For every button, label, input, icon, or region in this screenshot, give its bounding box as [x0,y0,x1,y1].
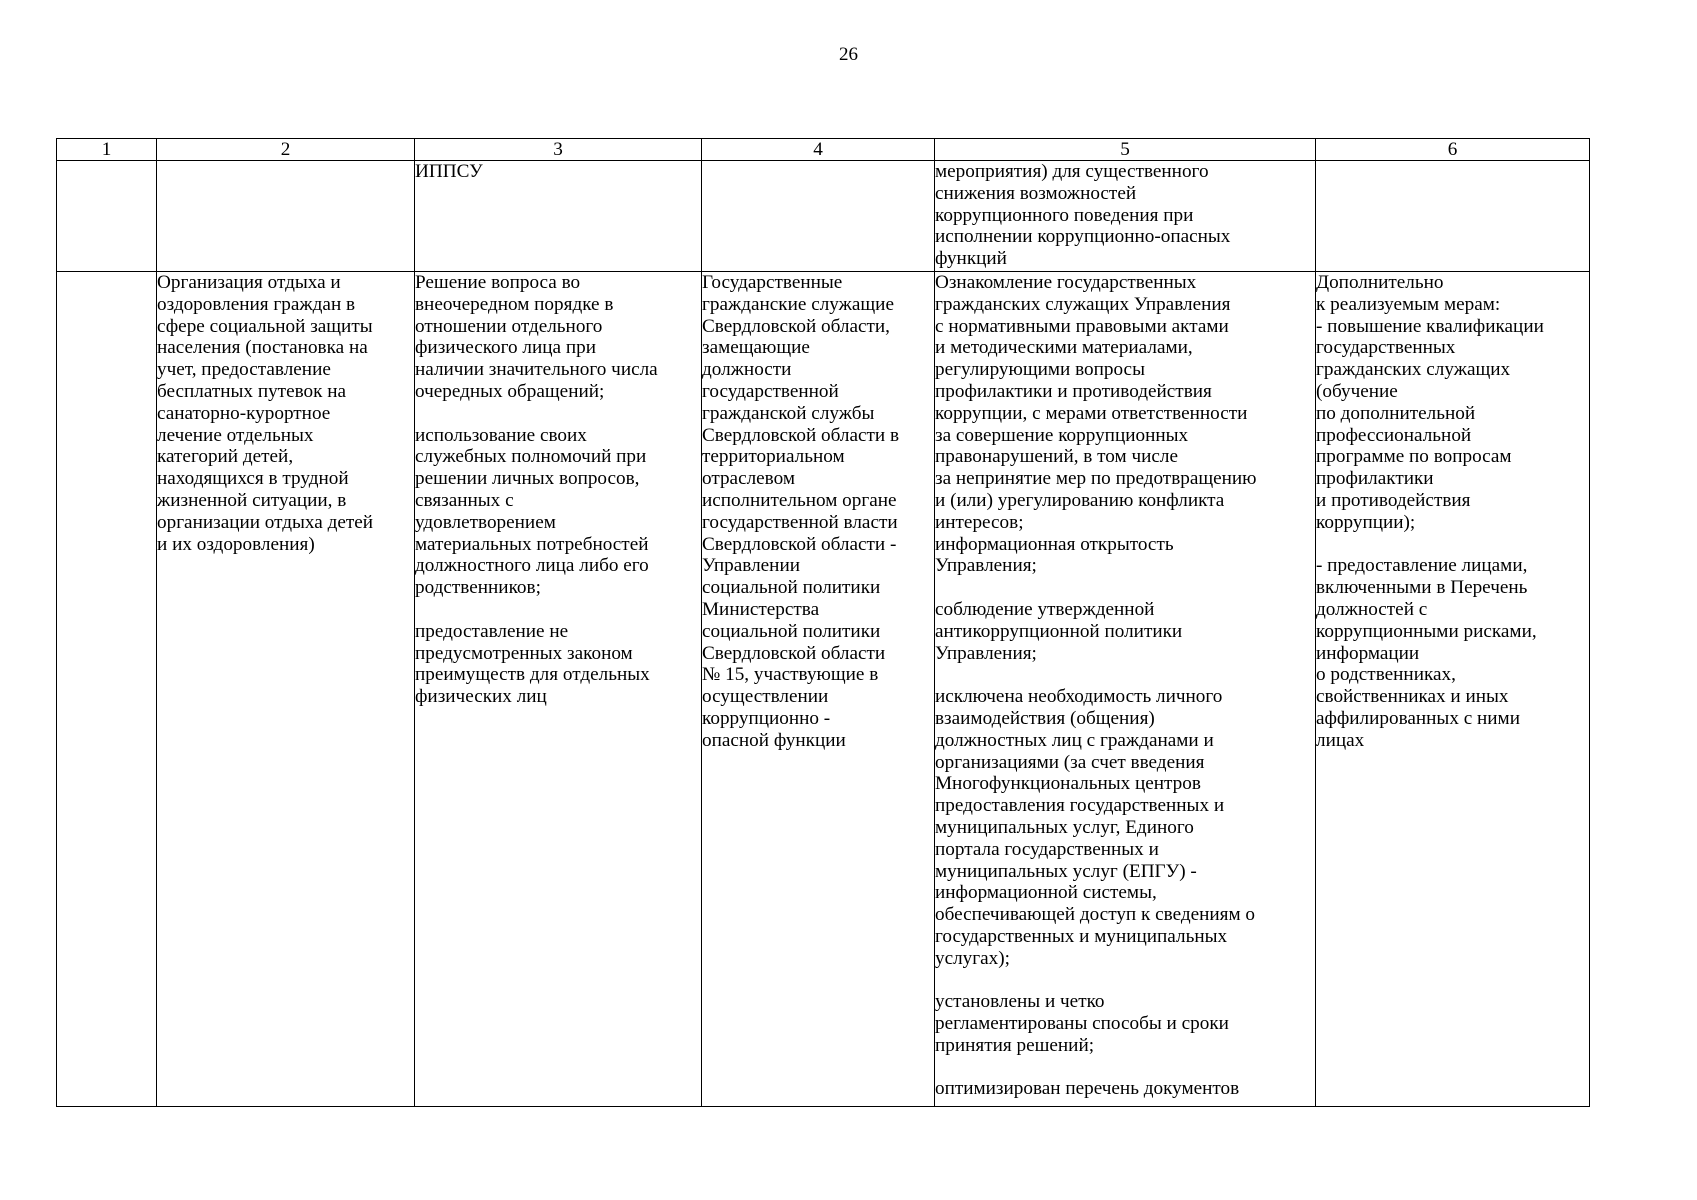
row2-measures-cell: Ознакомление государственных гражданских служащих Управления с нормативными правовыми актами и методическими материалами, регулирующими вопросы профилактики и противодействия коррупции, с мерами ответственности за совершение коррупционных правонарушений, в том числе за непринятие мер по предотвращению и (или) урегулированию конфликта интересов; информационная открытость Управления; соблюдение утвержденной антикоррупционной политики Управления; исключена необходимость личного взаимодействия (общения) должностных лиц с гражданами и организациями (за счет введения Многофункциональных центров предоставления государственных и муниципальных услуг, Единого портала государственных и муниципальных услуг (ЕПГУ) - информационной системы, обеспечивающей доступ к сведениям о государственных и муниципальных услугах); установлены и четко регламентированы способы и сроки принятия решений; оптимизирован перечень документов [935,272,1316,1107]
table-header-row [57,139,1590,161]
row2-function-cell: Организация отдыха и оздоровления граждан в сфере социальной защиты населения (постановка на учет, предоставление бесплатных путевок на санаторно-курортное лечение отдельных категорий детей, находящихся в трудной жизненной ситуации, в организации отдыха детей и их оздоровления) [157,272,415,1107]
measures-table [56,138,1590,1107]
row1-col4-cell [702,161,935,272]
header-cell-4: 4 [702,139,935,161]
row2-additional-measures-cell: Дополнительно к реализуемым мерам: - повышение квалификации государственных гражданских служащих (обучение по дополнительной профессиональной программе по вопросам профилактики и противодействия коррупции); - предоставление лицами, включенными в Перечень должностей с коррупционными рисками, информации о родственниках, свойственниках и иных аффилированных с ними лицах [1316,272,1590,1107]
header-cell-1: 1 [57,139,157,161]
table-row [57,161,1590,272]
row2-positions-cell: Государственные гражданские служащие Свердловской области, замещающие должности государственной гражданской службы Свердловской области в территориальном отраслевом исполнительном органе государственной власти Свердловской области - Управлении социальной политики Министерства социальной политики Свердловской области № 15, участвующие в осуществлении коррупционно - опасной функции [702,272,935,1107]
row1-col1-cell [57,161,157,272]
row2-col1-cell [57,272,157,1107]
header-cell-3: 3 [415,139,702,161]
row1-col2-cell [157,161,415,272]
header-cell-5: 5 [935,139,1316,161]
row1-col5-cell: мероприятия) для существенного снижения возможностей коррупционного поведения при исполнении коррупционно-опасных функций [935,161,1316,272]
header-cell-2: 2 [157,139,415,161]
header-cell-6: 6 [1316,139,1590,161]
row1-col3-cell: ИППСУ [415,161,702,272]
row2-risks-cell: Решение вопроса во внеочередном порядке в отношении отдельного физического лица при наличии значительного числа очередных обращений; использование своих служебных полномочий при решении личных вопросов, связанных с удовлетворением материальных потребностей должностного лица либо его родственников; предоставление не предусмотренных законом преимуществ для отдельных физических лиц [415,272,702,1107]
table-row [57,272,1590,1107]
row1-col6-cell [1316,161,1590,272]
page-number: 26 [839,44,858,65]
